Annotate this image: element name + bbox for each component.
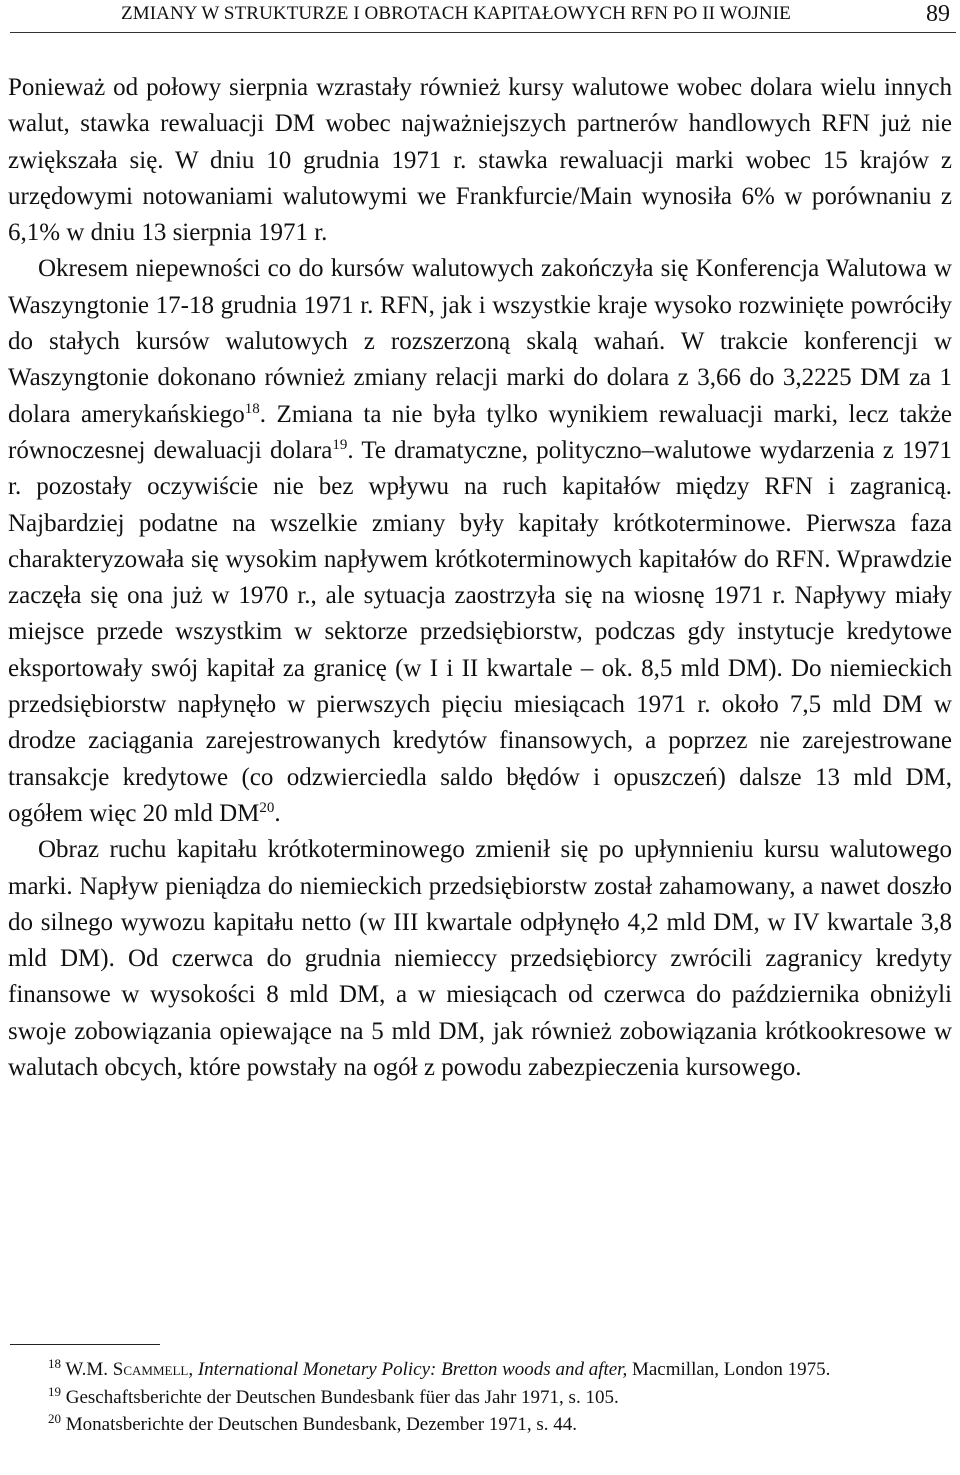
footnote-20 — [8, 1411, 952, 1439]
page-number: 89 — [926, 1, 950, 27]
footnote-author-initials: W.M. — [65, 1359, 113, 1380]
footnote-ref-18[interactable]: 18 — [244, 400, 260, 417]
running-title: ZMIANY W STRUKTURZE I OBROTACH KAPITAŁOWYCH RFN PO II WOJNIE — [121, 3, 791, 24]
footnote-18 — [8, 1356, 952, 1384]
footnote-number: 20 — [48, 1411, 61, 1426]
footnote-book-title: International Monetary Policy: Bretton woods and after, — [197, 1359, 628, 1380]
footnote-number: 19 — [48, 1383, 61, 1399]
paragraph-2-text-b: . Zmiana ta nie była tylko wynikiem rewaluacji marki, lecz także równoczesnej dewaluacji dolara — [8, 400, 952, 464]
footnote-ref-20[interactable]: 20 — [259, 799, 275, 816]
footnote-text: Monatsberichte der Deutschen Bundesbank, Dezember 1971, s. 44. — [65, 1414, 578, 1435]
paragraph-1-text: Ponieważ od połowy sierpnia wzrastały również kursy walutowe wobec dolara wielu innych walut, stawka rewaluacji DM wobec najważniejszych partnerów handlowych RFN już nie zwiększała się. W dniu 10 grudnia 1971 r. stawka rewaluacji marki wobec 15 krajów z urzędowymi notowaniami walutowymi we Frankfurcie/Main wynosiła 6% w porównaniu z 6,1% w dniu 13 sierpnia 1971 r. — [8, 74, 952, 247]
paragraph-1 — [8, 70, 952, 251]
footnote-separator — [10, 1344, 160, 1345]
footnote-text: Geschaftsberichte der Deutschen Bundesbank füer das Jahr 1971, s. 105. — [65, 1386, 619, 1408]
paragraph-3 — [8, 832, 952, 1086]
main-text — [8, 70, 952, 1086]
paragraph-3-text: Obraz ruchu kapitału krótkoterminowego zmienił się po upłynnieniu kursu walutowego marki. Napływ pieniądza do niemieckich przedsiębiorstw został zahamowany, a nawet doszło do silnego wywozu kapitału netto (w III kwartale odpłynęło 4,2 mld DM, w IV kwartale 3,8 mld DM). Od czerwca do grudnia niemieccy przedsiębiorcy zwrócili zagranicy kredyty finansowe w wysokości 8 mld DM, a w miesiącach od czerwca do października obniżyli swoje zobowiązania opiewające na 5 mld DM, jak również zobowiązania krótkookresowe w walutach obcych, które powstały na ogół z powodu zabezpieczenia kursowego. — [8, 836, 952, 1082]
paragraph-2 — [8, 251, 952, 832]
footnote-separator-text: , — [188, 1359, 198, 1380]
footnotes — [8, 1356, 952, 1439]
running-header — [10, 0, 956, 33]
footnote-19 — [8, 1384, 952, 1412]
footnote-number: 18 — [48, 1356, 61, 1371]
paragraph-2-text-a: Okresem niepewności co do kursów walutowych zakończyła się Konferencja Walutowa w Waszyngtonie 17-18 grudnia 1971 r. RFN, jak i wszystkie kraje wysoko rozwinięte powróciły do stałych kursów walutowych z rozszerzoną skalą wahań. W trakcie konferencji w Waszyngtonie dokonano również zmiany relacji marki do dolara z 3,66 do 3,2225 DM za 1 dolara amerykańskiego — [8, 255, 952, 428]
footnote-publisher: Macmillan, London 1975. — [627, 1359, 831, 1380]
paragraph-2-text-d: . — [274, 799, 281, 827]
footnote-author-surname: Scammell — [112, 1359, 189, 1380]
paragraph-2-text-c: . Te dramatyczne, polityczno–walutowe wydarzenia z 1971 r. pozostały oczywiście nie bez wpływu na ruch kapitałów między RFN i zagranicą. Najbardziej podatne na wszelkie zmiany były kapitały krótkoterminowe. Pierwsza faza charakteryzowała się wysokim napływem krótkoterminowych kapitałów do RFN. Wprawdzie zaczęła się ona już w 1970 r., ale sytuacja zaostrzyła się na wiosnę 1971 r. Napływy miały miejsce przede wszystkim w sektorze przedsiębiorstw, podczas gdy instytucje kredytowe eksportowały swój kapitał za granicę (w I i II kwartale – ok. 8,5 mld DM). Do niemieckich przedsiębiorstw napłynęło w pierwszych pięciu miesiącach 1971 r. około 7,5 mld DM w drodze zaciągania zarejestrowanych kredytów finansowych, a poprzez nie zarejestrowane transakcje kredytowe (co odzwierciedla saldo błędów i opuszczeń) dalsze 13 mld DM, ogółem więc 20 mld DM — [8, 436, 952, 827]
footnote-ref-19[interactable]: 19 — [332, 436, 348, 453]
